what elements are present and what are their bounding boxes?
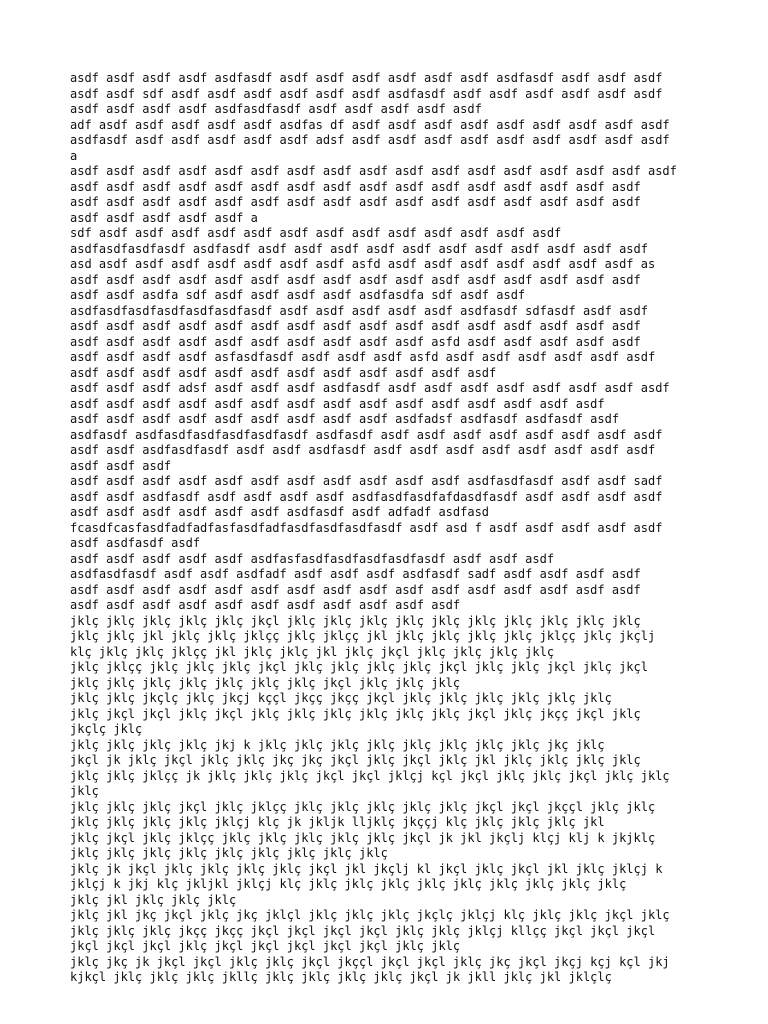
text-line: jklç <box>70 784 99 798</box>
text-line: jklç jklç jklç jklç jkj k jklç jklç jklç jklç jklç jklç jklç jklç jkç jklç <box>70 737 605 752</box>
text-line: asdf asdf asdf asdf asdf asdfasfasdfasdfasdfasdfasdf asdf asdf asdf <box>70 551 555 566</box>
text-line: jklç jklç jkl jklç jklç jklçç jklç jklçç jkl jklç jklç jklç jklç jklçç jklç jkçlj <box>70 629 656 643</box>
text-line: jklçj k jkj klç jkljkl jklçj klç jklç jklç jklç jklç jklç jklç jklç jklç jklç <box>70 877 627 891</box>
text-line: asdf asdf asdf asdf asdf asdf asdf asdf asdf asdf asdf asdf asdf asdf asdf asdf <box>70 582 641 597</box>
text-line: asdf asdf asdfa sdf asdf asdf asdf asdf asdfasdfa sdf asdf asdf <box>70 288 526 302</box>
text-line: fcasdfcasfasdfadfadfasfasdfadfasdfasdfasdfasdf asdf asd f asdf asdf asdf asdf asdf <box>70 520 663 535</box>
text-line: jkçlç jklç <box>70 722 143 736</box>
text-line: asdf asdf asdf asdf asdfasdfasdf asdf asdf asdf asdf asdf <box>70 102 482 116</box>
text-line: asdf asdf asdf adsf asdf asdf asdf asdfasdf asdf asdf asdf asdf asdf asdf asdf asdf <box>70 381 670 395</box>
text-line: asdf asdfasdf asdf <box>70 536 201 550</box>
text-line: asdfasdfasdfasdfasdfasdfasdf asdf asdf asdf asdf asdf asdfasdf sdfasdf asdf asdf <box>70 303 648 318</box>
text-line: kjkçl jklç jklç jklç jkllç jklç jklç jklç jklç jkçl jk jkll jklç jkl jklçlç <box>70 970 612 984</box>
text-line: jklç jklç jklç jklç jklç jkçl jklç jklç jklç jklç jklç jklç jklç jklç jklç jklç <box>70 613 641 628</box>
text-line: jklç jklç jklçç jk jklç jklç jklç jkçl jkçl jklçj kçl jkçl jklç jklç jkçl jklç jklç <box>70 768 670 783</box>
text-line: asdf asdf asdf asdf asdf asdf asdf asdf asdf asdf asdf asdf asdf asdf asdf asdf <box>70 272 641 287</box>
text-line: jklç jklçç jklç jklç jklç jkçl jklç jklç jklç jklç jkçl jklç jklç jkçl jklç jkçl <box>70 660 648 674</box>
text-line: asdfasdf asdf asdf asdf asdf asdf adsf asdf asdf asdf asdf asdf asdf asdf asdf asdf <box>70 133 670 147</box>
text-line: asdf asdf asdf asdf asdf asdf asdf asdf asdf asdf asdf asdf asdf asdf asdf asdf <box>70 319 641 333</box>
text-line: sdf asdf asdf asdf asdf asdf asdf asdf asdf asdf asdf asdf asdf asdf <box>70 226 562 240</box>
text-line: jklç jkçl jklç jklçç jklç jklç jklç jklç jklç jkçl jk jkl jkçlj klçj klj k jkjklç <box>70 830 656 845</box>
text-line: a <box>70 148 78 163</box>
text-line: asdf asdf asdfasdfasdf asdf asdf asdfasdf asdf asdf asdf asdf asdf asdf asdf asdf <box>70 443 656 457</box>
text-line: jklç jkl jklç jklç jklç <box>70 892 237 907</box>
text-line: asdf asdf asdf asdf asdf asdf asdf asdf asdf asdf asdf asdf asdf asdf asdf <box>70 396 605 411</box>
text-line: jklç jklç jklç jkçl jklç jklçç jklç jklç jklç jklç jklç jkçl jkçl jkççl jklç jklç <box>70 799 656 814</box>
text-line: asdf asdf asdf asdf asdf asdf asdfasdf asdf adfadf asdfasd <box>70 505 490 519</box>
text-line: asdf asdf asdf asdf asdf asdf asdf asdf asdf asdf asdf asdf <box>70 365 497 380</box>
text-line: asdf asdf asdf asdf asdf asdf asdf asdf asdf asdf asdf asdf asdf asdf asdf asdf <box>70 195 641 209</box>
text-line: asdf asdf asdf asdf asdf asdf asdf asdf asdf asdf asfd asdf asdf asdf asdf asdf <box>70 334 641 349</box>
text-line: asdf asdf asdf asdf asdf asdf asdf asdf asdf asdf asdf asdf asdf asdf asdf asdf <box>70 179 641 194</box>
text-line: jkçl jk jklç jkçl jklç jklç jkç jkç jkçl jklç jkçl jklç jkl jklç jklç jklç jklç <box>70 753 641 767</box>
text-line: asdf asdf asdf asdf asdf asdf asdf asdf asdf asdf asdf <box>70 598 461 612</box>
text-line: asdfasdfasdf asdf asdf asdfadf asdf asdf asdf asdfasdf sadf asdf asdf asdf asdf <box>70 567 641 581</box>
text-line: asdf asdf asdf asdf asdf asdf asdf asdf asdf asdf asdf asdfasdfasdf asdf asdf sadf <box>70 474 663 488</box>
text-line: jklç jklç jklç jklç jklçj klç jk jkljk lljklç jkççj klç jklç jklç jklç jkl <box>70 815 605 829</box>
document-body <box>70 71 700 986</box>
text-line: jklç jkl jkç jkçl jklç jkç jklçl jklç jklç jklç jkçlç jklçj klç jklç jklç jkçl jklç <box>70 908 670 922</box>
text-line: asdf asdf asdf asdf asdf asdf asdf asdf asdf asdf asdf asdf asdf asdf asdf asdf asdf <box>70 164 677 178</box>
text-line: jklç jklç jklç jklç jklç jklç jklç jkçl jklç jklç jklç <box>70 675 461 690</box>
text-line: asd asdf asdf asdf asdf asdf asdf asdf asfd asdf asdf asdf asdf asdf asdf asdf as <box>70 257 656 271</box>
text-line: klç jklç jklç jklçç jkl jklç jklç jkl jklç jkçl jklç jklç jklç jklç <box>70 644 555 659</box>
text-line: jklç jklç jklç jkçç jkçç jkçl jkçl jkçl jkçl jklç jklç jklçj kllçç jkçl jkçl jkçl <box>70 923 656 938</box>
text-line: asdf asdf asdf <box>70 458 172 473</box>
text-line: jklç jk jkçl jklç jklç jklç jklç jkçl jkl jkçlj kl jkçl jklç jkçl jkl jklç jklçj k <box>70 861 663 876</box>
text-line: asdf asdf asdf asdf asdfasdf asdf asdf asdf asdf asdf asdf asdfasdf asdf asdf asdf <box>70 71 663 85</box>
text-line: asdf asdf asdf asdf asdf a <box>70 210 258 225</box>
text-line: adf asdf asdf asdf asdf asdf asdfas df asdf asdf asdf asdf asdf asdf asdf asdf asdf <box>70 117 670 132</box>
text-line: asdf asdf sdf asdf asdf asdf asdf asdf asdf asdfasdf asdf asdf asdf asdf asdf asdf <box>70 86 663 101</box>
text-line: jkçl jkçl jkçl jklç jkçl jkçl jkçl jkçl jkçl jklç jklç <box>70 939 461 953</box>
text-line: asdfasdfasdfasdf asdfasdf asdf asdf asdf asdf asdf asdf asdf asdf asdf asdf asdf <box>70 241 648 256</box>
text-line: asdf asdf asdf asdf asfasdfasdf asdf asdf asdf asfd asdf asdf asdf asdf asdf asdf <box>70 350 656 364</box>
text-line: jklç jklç jkçlç jklç jkçj kççl jkçç jkçç jkçl jklç jklç jklç jklç jklç jklç <box>70 691 612 705</box>
text-line: jklç jkçl jkçl jklç jkçl jklç jklç jklç jklç jklç jklç jkçl jklç jkçç jkçl jklç <box>70 706 641 721</box>
text-line: asdf asdf asdf asdf asdf asdf asdf asdf asdf asdfadsf asdfasdf asdfasdf asdf <box>70 412 620 426</box>
text-line: asdfasdf asdfasdfasdfasdfasdfasdf asdfasdf asdf asdf asdf asdf asdf asdf asdf asdf <box>70 427 663 442</box>
text-line: jklç jkç jk jkçl jkçl jklç jklç jkçl jkççl jkçl jkçl jklç jkç jkçl jkçj kçj kçl jkj <box>70 954 670 969</box>
text-line: jklç jklç jklç jklç jklç jklç jklç jklç jklç <box>70 846 388 860</box>
text-line: asdf asdf asdfasdf asdf asdf asdf asdf asdfasdfasdfafdasdfasdf asdf asdf asdf asdf <box>70 489 663 504</box>
